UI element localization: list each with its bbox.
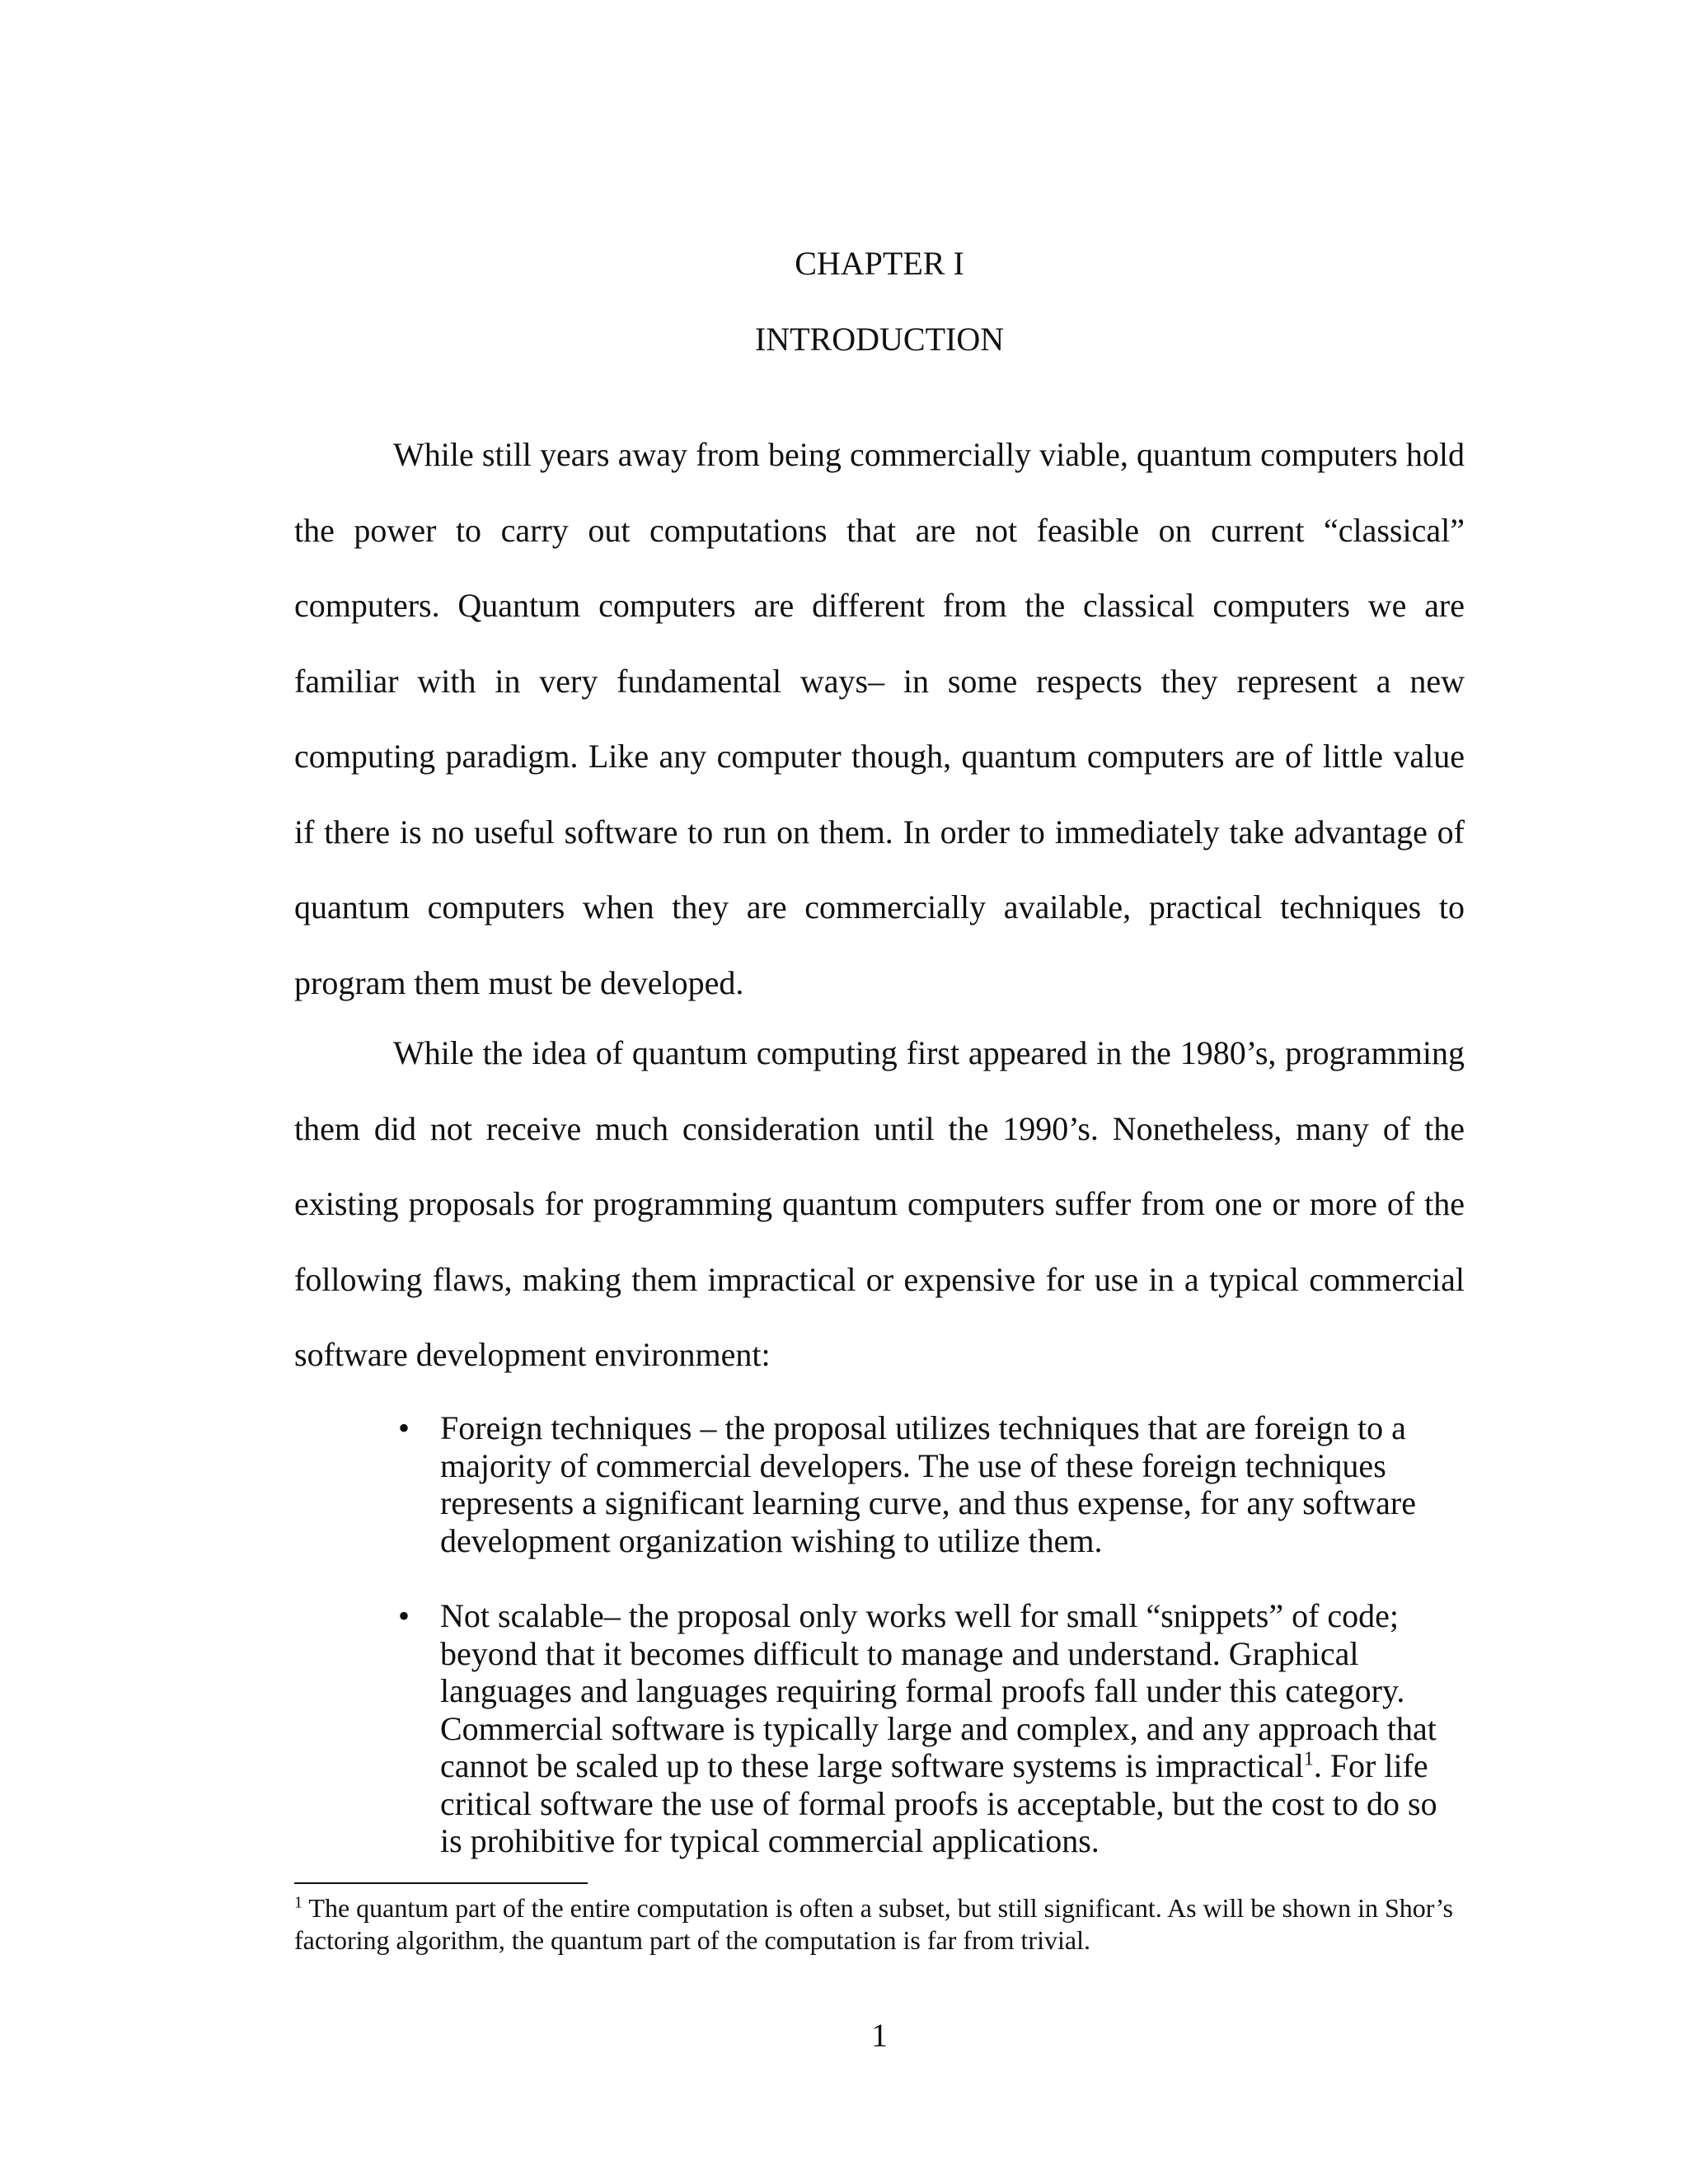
bullet-icon: • xyxy=(397,1597,410,1634)
list-item-text-before: Not scalable– the proposal only works well for small “snippets” of code; beyond that it becomes difficult to manage and understand. Graphical languages and languages requiring formal proofs fall under this category. Commercial software is typically large and complex, and any approach that cannot be scaled up to these large software systems is impractical xyxy=(440,1597,1437,1784)
paragraph-2-block xyxy=(294,1015,1465,1393)
footnote-reference: 1 xyxy=(1303,1748,1314,1770)
chapter-label: CHAPTER I xyxy=(795,245,964,282)
chapter-title: INTRODUCTION xyxy=(754,321,1005,358)
paragraph-1-block xyxy=(294,417,1465,1020)
paragraph-2: While the idea of quantum computing first appeared in the 1980’s, programming them did not receive much consideration until the 1990’s. Nonetheless, many of the existing proposals for programming quantum computers suffer from one or more of the following flaws, making them impractical or expensive for use in a typical commercial software development environment: xyxy=(294,1034,1465,1373)
page-number: 1 xyxy=(871,2017,888,2054)
footnote-marker: 1 xyxy=(294,1893,302,1912)
flaws-list xyxy=(387,1409,1467,1898)
paragraph-1: While still years away from being commercially viable, quantum computers hold the power to carry out computations that are not feasible on current “classical” computers. Quantum computers are different from the classical computers we are familiar with in very fundamental ways– in some respects they represent a new computing paradigm. Like any computer though, quantum computers are of little value if there is no useful software to run on them. In order to immediately take advantage of quantum computers when they are commercially available, practical techniques to program them must be developed. xyxy=(294,436,1465,1001)
footnote-text: The quantum part of the entire computation is often a subset, but still significant. As will be shown in Shor’s factoring algorithm, the quantum part of the computation is far from trivial. xyxy=(294,1893,1453,1955)
footnote xyxy=(294,1892,1465,1957)
bullet-icon: • xyxy=(397,1409,410,1446)
footnote-divider xyxy=(294,1882,588,1884)
list-item-foreign-techniques xyxy=(387,1409,1467,1559)
list-item-not-scalable xyxy=(387,1597,1467,1860)
list-item-text-after: . For life critical software the use of formal proofs is acceptable, but the cost to do so is prohibitive for typical commercial applications. xyxy=(440,1747,1437,1859)
list-item-text: Foreign techniques – the proposal utilizes techniques that are foreign to a majority of commercial developers. The use of these foreign techniques represents a significant learning curve, and thus expense, for any software development organization wishing to utilize them. xyxy=(440,1409,1417,1559)
list-item-text xyxy=(440,1597,1467,1860)
